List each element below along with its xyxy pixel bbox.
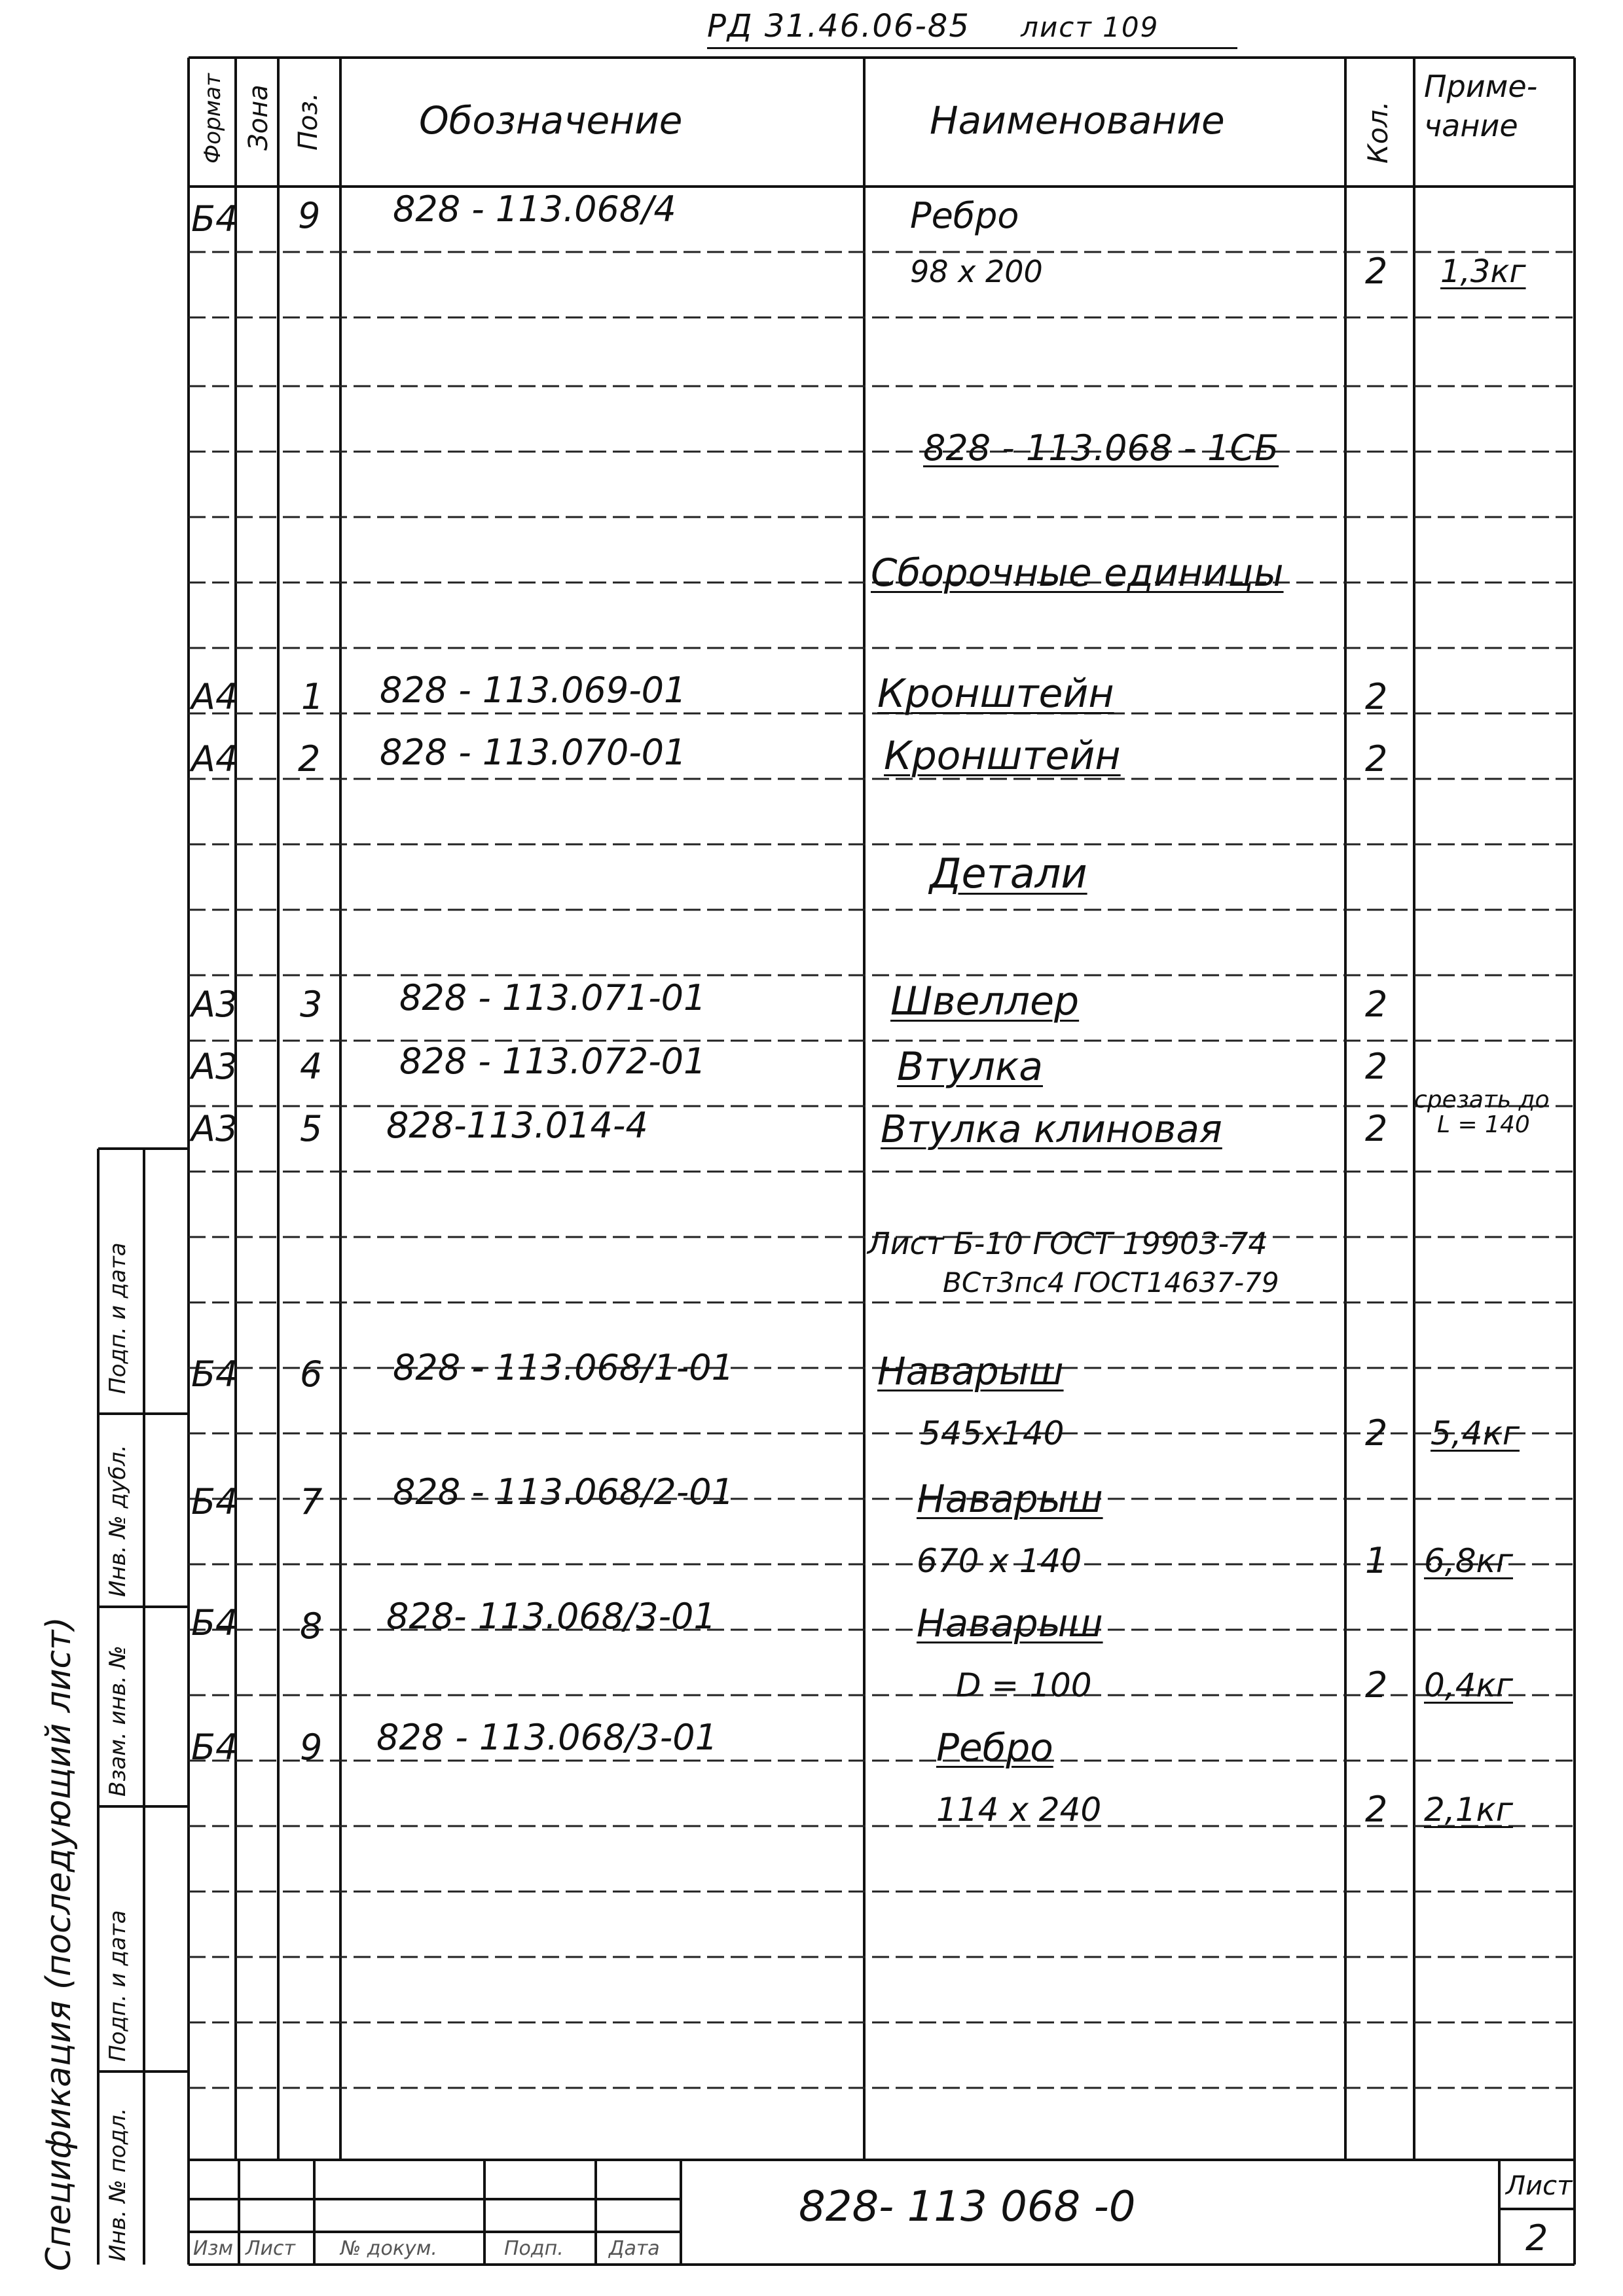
row-qty: 2 — [1365, 251, 1388, 292]
row-pos: 9 — [298, 195, 321, 236]
row-qty: 2 — [1365, 1046, 1388, 1087]
row-name: 545x140 — [920, 1414, 1065, 1452]
row-name: Наварыш — [877, 1349, 1064, 1393]
section-heading-parts: Детали — [930, 850, 1087, 897]
row-name: Наварыш — [917, 1601, 1103, 1645]
row-pos: 4 — [300, 1046, 323, 1087]
row-designation: 828 - 113.071-01 — [399, 977, 706, 1018]
row-name: Кронштейн — [877, 671, 1114, 717]
margin-label-sign-date-2: Подп. и дата — [105, 1910, 131, 2062]
margin-label-inv-dup: Инв. № дубл. — [105, 1444, 131, 1597]
row-note: 2,1кг — [1424, 1791, 1513, 1829]
row-format: А3 — [191, 984, 238, 1025]
row-pos: 6 — [300, 1354, 323, 1395]
row-note: 5,4кг — [1431, 1414, 1520, 1452]
row-pos: 2 — [298, 738, 321, 780]
row-qty: 2 — [1365, 1108, 1388, 1149]
margin-label-replace-inv: Взам. инв. № — [105, 1645, 131, 1797]
section-heading-assemblies: Сборочные единицы — [871, 550, 1284, 595]
row-designation: 828- 113.068/3-01 — [386, 1596, 716, 1637]
document-number: 828- 113 068 -0 — [799, 2183, 1136, 2231]
row-designation: 828 - 113.070-01 — [380, 732, 687, 773]
row-format: А4 — [191, 676, 238, 717]
col-header-zone: Зона — [244, 84, 274, 151]
row-pos: 8 — [300, 1605, 323, 1647]
stamp-sign: Подп. — [504, 2237, 564, 2260]
row-pos: 7 — [300, 1481, 323, 1522]
row-name: Втулка — [897, 1044, 1043, 1090]
sheet-ref: лист 109 — [1021, 11, 1159, 43]
col-header-pos: Поз. — [293, 92, 323, 151]
row-name: Швеллер — [890, 978, 1080, 1024]
sheet-label: Лист — [1506, 2171, 1573, 2201]
row-format: Б4 — [191, 1727, 238, 1768]
row-pos: 1 — [301, 676, 324, 717]
row-pos: 3 — [300, 984, 323, 1025]
row-designation: 828 - 113.068/4 — [393, 188, 676, 230]
row-format: Б4 — [191, 1602, 238, 1643]
material-line1: Лист Б-10 ГОСТ 19903-74 — [867, 1226, 1267, 1261]
row-note: 1,3кг — [1440, 253, 1526, 290]
row-name: Ребро — [910, 195, 1019, 236]
row-format: А3 — [191, 1108, 238, 1149]
row-qty: 2 — [1365, 1412, 1388, 1454]
doc-ref: РД 31.46.06-85 — [707, 8, 970, 45]
row-designation: 828 - 113.068/3-01 — [376, 1717, 718, 1758]
row-qty: 1 — [1365, 1540, 1388, 1581]
row-note: 0,4кг — [1424, 1666, 1513, 1704]
row-name: Ребро — [936, 1725, 1053, 1770]
col-header-designation: Обозначение — [419, 98, 683, 143]
row-name: Кронштейн — [884, 733, 1121, 779]
row-designation: 828 - 113.068/2-01 — [393, 1471, 734, 1513]
row-name: Наварыш — [917, 1477, 1103, 1521]
vertical-title: Спецификация (последующий лист) — [39, 1617, 79, 2271]
assembly-drawing-ref: 828 - 113.068 - 1СБ — [923, 427, 1279, 469]
row-format: Б4 — [191, 198, 238, 240]
col-header-format: Формат — [200, 73, 226, 164]
sheet-number: 2 — [1525, 2217, 1548, 2259]
row-format: А3 — [191, 1046, 238, 1087]
stamp-change: Изм — [193, 2237, 234, 2260]
material-line2: ВСт3пс4 ГОСТ14637-79 — [943, 1266, 1279, 1299]
col-header-name: Наименование — [930, 98, 1225, 143]
col-header-qty: Кол. — [1362, 101, 1394, 164]
row-designation: 828 - 113.069-01 — [380, 670, 687, 711]
margin-label-sign-date: Подп. и дата — [105, 1242, 131, 1394]
stamp-sheet: Лист — [246, 2237, 296, 2260]
row-name: 114 x 240 — [936, 1791, 1102, 1829]
col-header-note-line2: чание — [1424, 108, 1518, 143]
row-qty: 2 — [1365, 984, 1388, 1025]
row-note-line1: срезать до — [1414, 1086, 1550, 1113]
col-header-note-line1: Приме- — [1424, 69, 1538, 104]
row-pos: 9 — [300, 1727, 323, 1768]
row-name: 98 x 200 — [910, 254, 1043, 289]
row-note-line2: L = 140 — [1437, 1111, 1530, 1138]
stamp-date: Дата — [609, 2237, 660, 2260]
row-format: Б4 — [191, 1354, 238, 1395]
row-pos: 5 — [300, 1108, 323, 1149]
row-name: D = 100 — [956, 1666, 1092, 1704]
row-qty: 2 — [1365, 738, 1388, 780]
row-format: А4 — [191, 738, 238, 780]
row-name: 670 x 140 — [917, 1542, 1082, 1580]
row-designation: 828 - 113.072-01 — [399, 1041, 706, 1082]
row-note: 6,8кг — [1424, 1542, 1513, 1580]
row-designation: 828-113.014-4 — [386, 1105, 648, 1146]
margin-label-inv-orig: Инв. № подл. — [105, 2108, 131, 2261]
row-format: Б4 — [191, 1481, 238, 1522]
row-qty: 2 — [1365, 676, 1388, 717]
stamp-doc-no: № докум. — [340, 2237, 437, 2260]
row-designation: 828 - 113.068/1-01 — [393, 1347, 734, 1388]
row-qty: 2 — [1365, 1664, 1388, 1706]
row-name: Втулка клиновая — [881, 1107, 1222, 1151]
row-qty: 2 — [1365, 1789, 1388, 1830]
